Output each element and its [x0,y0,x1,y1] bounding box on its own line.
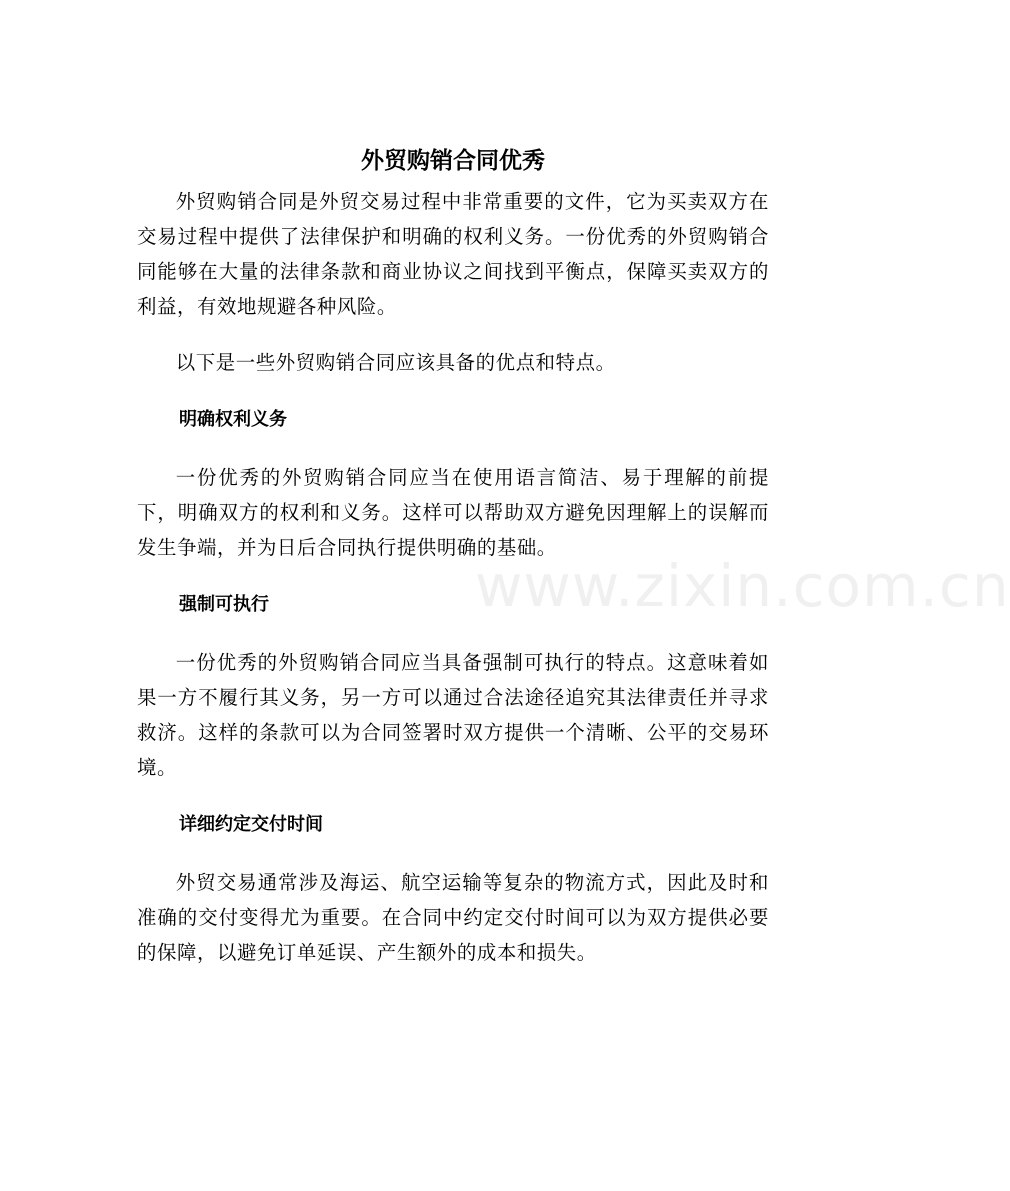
section-body-enforceable: 一份优秀的外贸购销合同应当具备强制可执行的特点。这意味着如果一方不履行其义务，另一方可以通过合法途径追究其法律责任并寻求救济。这样的条款可以为合同签署时双方提供一个清晰、公平的交易环境。 [137,651,769,779]
section-body-delivery: 外贸交易通常涉及海运、航空运输等复杂的物流方式，因此及时和准确的交付变得尤为重要。在合同中约定交付时间可以为双方提供必要的保障，以避免订单延误、产生额外的成本和损失。 [137,871,769,964]
spacer [137,565,769,583]
section-heading-rights: 明确权利义务 [179,409,287,430]
section-heading-enforceable: 强制可执行 [179,594,269,615]
document-title: 外贸购销合同优秀 [361,148,545,174]
spacer [137,847,769,865]
spacer [137,442,769,460]
spacer [137,627,769,645]
watermark-text: www.zixin.com.cn [475,552,1010,620]
section-heading-delivery: 详细约定交付时间 [179,814,323,835]
lead-paragraph: 以下是一些外贸购销合同应该具备的优点和特点。 [175,351,616,374]
document-body [137,138,769,970]
spacer [137,785,769,803]
section-body-rights: 一份优秀的外贸购销合同应当在使用语言简洁、易于理解的前提下，明确双方的权利和义务。这样可以帮助双方避免因理解上的误解而发生争端，并为日后合同执行提供明确的基础。 [137,466,769,559]
spacer [137,380,769,398]
spacer [137,324,769,345]
intro-paragraph: 外贸购销合同是外贸交易过程中非常重要的文件，它为买卖双方在交易过程中提供了法律保护和明确的权利义务。一份优秀的外贸购销合同能够在大量的法律条款和商业协议之间找到平衡点，保障买卖双方的利益，有效地规避各种风险。 [137,190,769,318]
